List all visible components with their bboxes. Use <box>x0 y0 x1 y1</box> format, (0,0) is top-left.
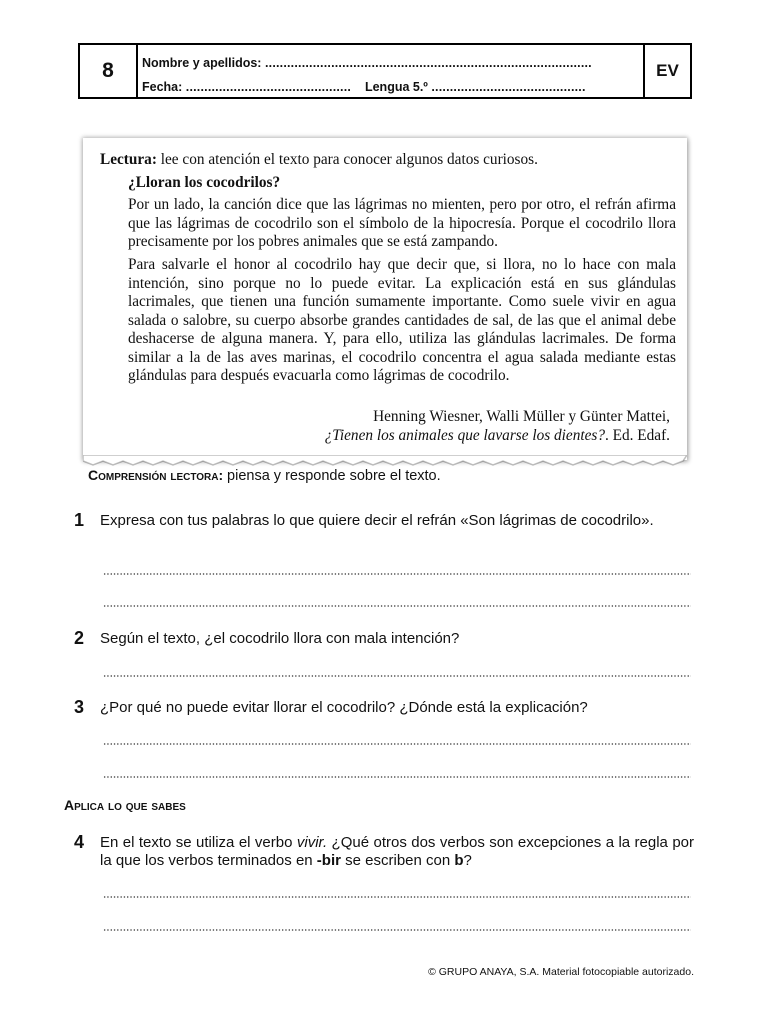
question-4-text: En el texto se utiliza el verbo vivir. ¿Qué otros dos verbos son excepciones a la regla por la que los verbos terminados en -bir se escriben con b? <box>100 834 694 869</box>
student-info <box>138 45 643 97</box>
question-3-text: ¿Por qué no puede evitar llorar el cocodrilo? ¿Dónde está la explicación? <box>100 699 588 716</box>
answer-line[interactable] <box>103 573 691 575</box>
subject-label: Lengua 5.º <box>364 80 428 94</box>
name-field[interactable]: ......................................................................................... <box>264 56 592 70</box>
date-row <box>142 80 586 94</box>
name-label: Nombre y apellidos: <box>142 56 262 70</box>
answer-line[interactable] <box>103 776 691 778</box>
evaluation-code: EV <box>643 45 692 97</box>
verb-vivir: vivir. <box>296 834 328 851</box>
section-comprehension-instruction: piensa y responde sobre el texto. <box>227 468 441 484</box>
date-label: Fecha: <box>142 80 183 94</box>
subject-field[interactable]: .......................................... <box>431 80 586 94</box>
copyright-footer: © GRUPO ANAYA, S.A. Material fotocopiable autorizado. <box>428 966 694 978</box>
reading-intro <box>100 151 538 170</box>
reading-intro-text: lee con atención el texto para conocer algunos datos curiosos. <box>160 151 538 168</box>
answer-line[interactable] <box>103 675 691 677</box>
reading-box <box>83 138 687 460</box>
question-1-text: Expresa con tus palabras lo que quiere decir el refrán «Son lágrimas de cocodrilo». <box>100 512 654 529</box>
reading-paragraph-2: Para salvarle el honor al cocodrilo hay que decir que, si llora, no lo hace con mala intención, sino porque no lo puede evitar. La explicación está en sus glándulas lacrimales, que tienen una función sumamente importante. Como suele vivir en agua salada o salobre, su cuerpo absorbe grandes cantidades de sal, de las que el animal debe deshacerse de alguna manera. Y, para ello, utiliza las glándulas lacrimales. De forma similar a la de las aves marinas, el cocodrilo concentra el agua salada mediante estas glándulas para después evacuarla como lágrimas de cocodrilo. <box>128 256 676 384</box>
answer-line[interactable] <box>103 605 691 607</box>
reading-intro-label: Lectura: <box>100 151 157 168</box>
unit-number: 8 <box>78 45 138 97</box>
reading-paragraph-1: Por un lado, la canción dice que las lágrimas no mienten, pero por otro, el refrán afirma que las lágrimas de cocodrilo son el símbolo de la hipocresía. Porque el cocodrilo llora precisamente por los pobres animales que se está zampando. <box>128 196 676 250</box>
book-title: ¿Tienen los animales que lavarse los dientes? <box>324 427 605 444</box>
suffix-bir: -bir <box>316 852 341 869</box>
question-1-number: 1 <box>74 510 85 530</box>
section-comprehension-heading: Comprensión lectora: piensa y responde sobre el texto. <box>88 467 441 484</box>
answer-line[interactable] <box>103 896 691 898</box>
name-row <box>142 56 592 70</box>
answer-line[interactable] <box>103 929 691 931</box>
date-field[interactable]: ............................................. <box>185 80 352 94</box>
question-2-number: 2 <box>74 628 85 648</box>
header-table <box>78 43 692 99</box>
letter-b: b <box>454 852 464 869</box>
reading-authors: Henning Wiesner, Walli Müller y Günter Mattei, <box>373 408 670 425</box>
section-apply-heading: Aplica lo que sabes <box>64 797 186 813</box>
question-2-text: Según el texto, ¿el cocodrilo llora con mala intención? <box>100 630 460 647</box>
reading-source <box>325 427 670 446</box>
reading-title: ¿Lloran los cocodrilos? <box>128 174 281 191</box>
answer-line[interactable] <box>103 743 691 745</box>
publisher: . Ed. Edaf. <box>605 427 670 444</box>
question-3-number: 3 <box>74 697 85 717</box>
question-4-number: 4 <box>74 832 85 852</box>
